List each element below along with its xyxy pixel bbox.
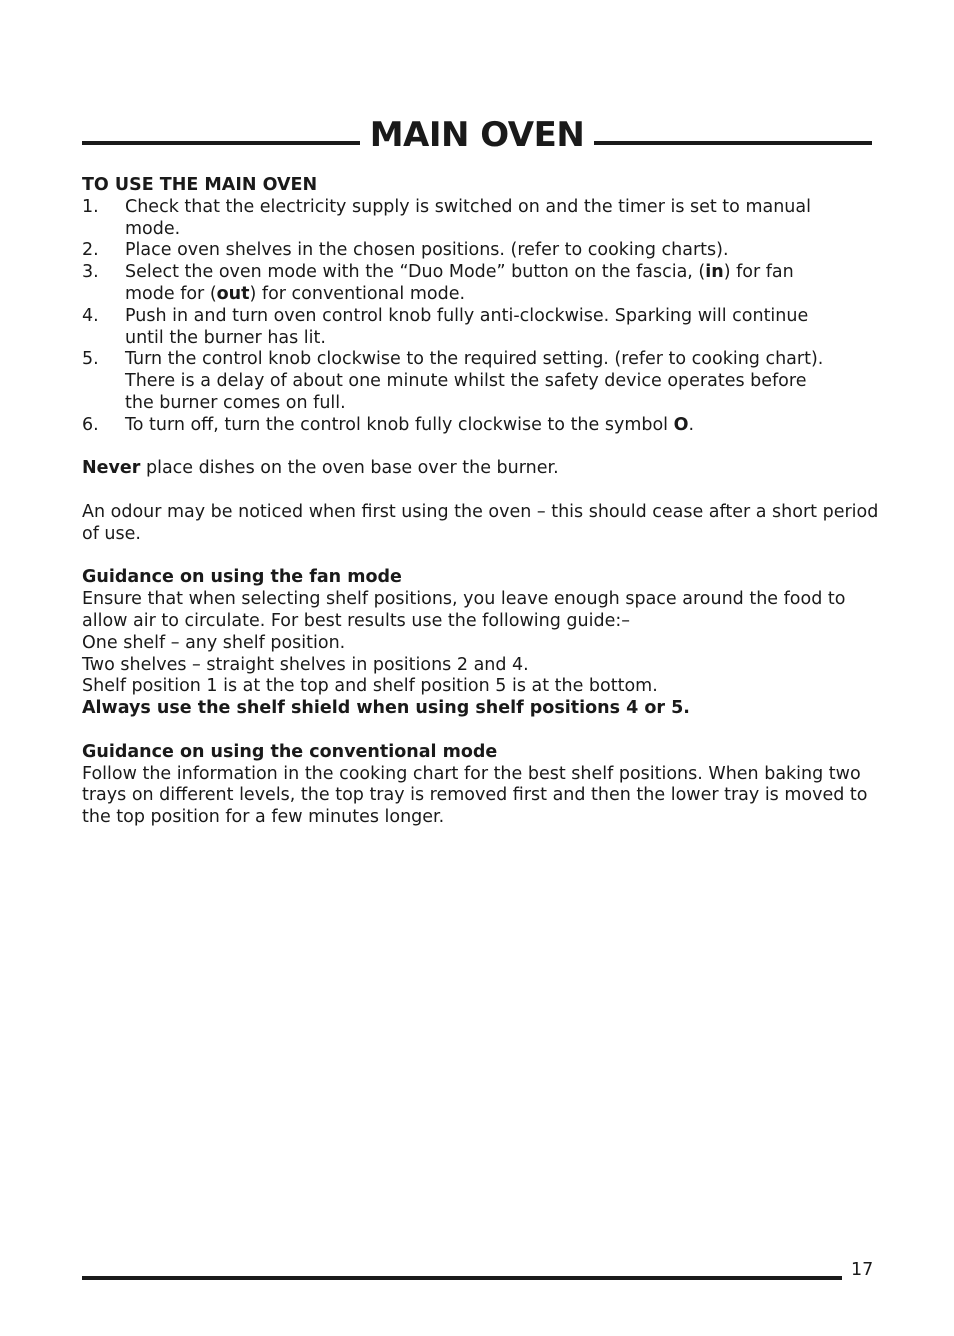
list-item	[82, 415, 882, 437]
never-note-text: place dishes on the oven base over the burner.	[140, 458, 559, 479]
conventional-mode-text: Follow the information in the cooking chart for the best shelf positions. When baking two trays on different levels, the top tray is removed first and then the lower tray is moved to the top position for a few minutes longer.	[82, 763, 868, 828]
main-oven-heading: TO USE THE MAIN OVEN	[82, 175, 318, 195]
list-item	[82, 349, 882, 414]
step-text-bold-out: out	[216, 283, 250, 304]
list-item	[82, 197, 882, 241]
step-text-bold-in: in	[705, 262, 724, 283]
odour-note: An odour may be noticed when first using the oven – this should cease after a short period of use.	[82, 501, 879, 544]
fan-mode-heading: Guidance on using the fan mode	[82, 567, 402, 588]
list-item	[82, 262, 882, 306]
step-text-part: .	[688, 414, 695, 435]
fan-mode-line: Ensure that when selecting shelf positions, you leave enough space around the food to allow air to circulate. For best results use the following guide:–	[82, 589, 846, 631]
shelf-shield-warning: Always use the shelf shield when using shelf positions 4 or 5.	[82, 698, 690, 719]
main-oven-steps	[82, 197, 882, 437]
step-text	[125, 262, 825, 306]
fan-mode-line: Two shelves – straight shelves in positions 2 and 4.	[82, 654, 529, 675]
step-text: Push in and turn oven control knob fully anti-clockwise. Sparking will continue until the burner has lit.	[125, 305, 809, 348]
off-symbol: O	[673, 414, 689, 435]
conventional-mode-heading: Guidance on using the conventional mode	[82, 741, 498, 762]
step-text: Check that the electricity supply is switched on and the timer is set to manual mode.	[125, 196, 811, 239]
page-content	[82, 175, 882, 829]
step-number: 2.	[82, 240, 99, 261]
page-title-bar	[82, 108, 872, 162]
step-text: Turn the control knob clockwise to the required setting. (refer to cooking chart). There is a delay of about one minute whilst the safety device operates before the burner comes on full.	[125, 349, 824, 413]
step-text	[125, 415, 825, 437]
step-text-part: Select the oven mode with the “Duo Mode” button on the fascia, (	[125, 262, 706, 283]
footer-rule	[82, 1276, 842, 1280]
title-rule-left	[82, 141, 360, 145]
list-item	[82, 240, 882, 262]
step-text: Place oven shelves in the chosen positions. (refer to cooking charts).	[125, 240, 729, 261]
step-text-part: ) for conventional mode.	[249, 283, 466, 304]
list-item	[82, 306, 882, 350]
page-title: MAIN OVEN	[369, 115, 585, 155]
step-number: 4.	[82, 305, 99, 326]
step-text-part: To turn off, turn the control knob fully clockwise to the symbol	[125, 414, 674, 435]
title-rule-right	[594, 141, 872, 145]
step-number: 1.	[82, 196, 99, 217]
never-note-bold: Never	[82, 458, 141, 479]
step-number: 3.	[82, 262, 99, 283]
step-text-part: ) for fan mode for (	[125, 262, 794, 304]
never-note	[82, 458, 882, 480]
page-number: 17	[851, 1260, 874, 1280]
fan-mode-line: Shelf position 1 is at the top and shelf position 5 is at the bottom.	[82, 676, 658, 697]
step-number: 6.	[82, 414, 99, 435]
fan-mode-line: One shelf – any shelf position.	[82, 632, 346, 653]
step-number: 5.	[82, 349, 99, 370]
